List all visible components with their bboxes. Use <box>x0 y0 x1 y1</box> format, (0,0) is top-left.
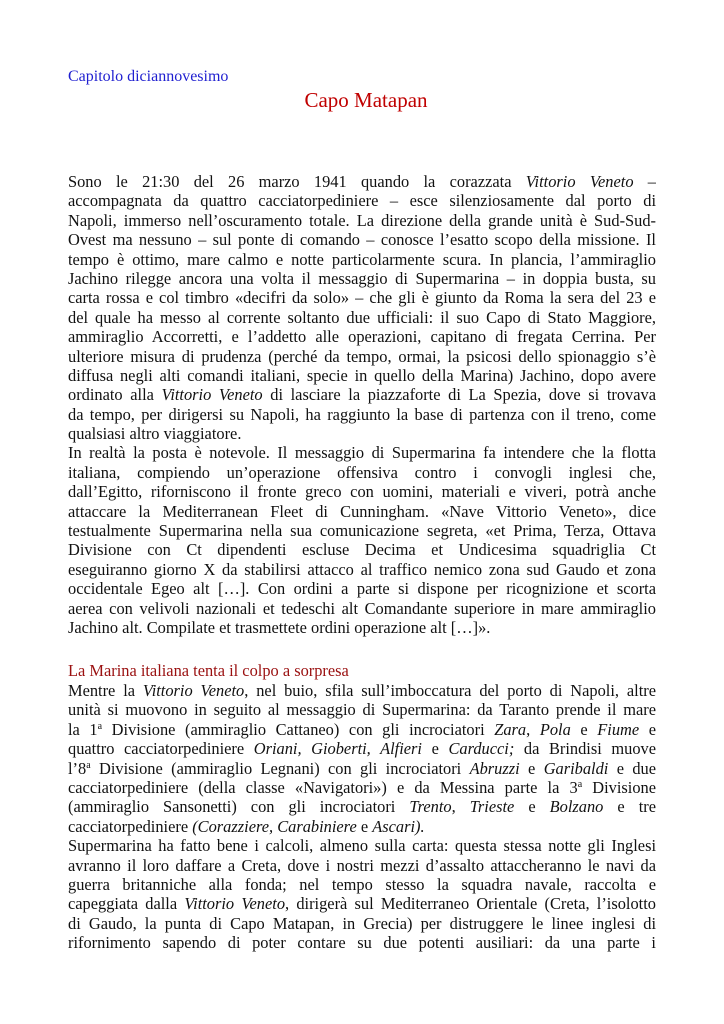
text-run: da tempo, per dirigersi su Napoli, ha raggiunto la base di partenza con il treno, come <box>68 404 656 424</box>
text-line <box>68 405 656 424</box>
superscript-text: a <box>97 720 103 732</box>
italic-text: Vittorio Veneto <box>184 894 286 914</box>
body-text-block-2 <box>68 681 656 952</box>
text-run: – <box>633 172 656 191</box>
text-line <box>68 366 656 385</box>
text-run: Mentre la <box>68 681 143 700</box>
text-run: Supermarina ha fatto bene i calcoli, almeno sulla carta: questa stessa notte gli Inglesi <box>68 836 656 856</box>
text-run: testualmente Supermarina nella sua comunicazione segreta, «et Prima, Terza, Ottava <box>68 521 656 541</box>
text-line <box>68 385 656 404</box>
text-run: qualsiasi altro viaggiatore. <box>68 424 242 444</box>
text-run: guerra britanniche alla fonda; nel tempo stesso la squadra navale, raccolta e <box>68 874 656 894</box>
text-line <box>68 482 656 501</box>
text-line <box>68 540 656 559</box>
italic-text: Vittorio Veneto <box>525 172 634 191</box>
text-line <box>68 191 656 210</box>
italic-text: Trieste <box>469 797 515 817</box>
text-line <box>68 250 656 269</box>
text-run: occidentale Egeo alt […]. Con ordini a parte si dispone per ricognizione et scorta <box>68 579 656 599</box>
text-line <box>68 269 656 288</box>
text-line <box>68 463 656 482</box>
text-run: e <box>421 739 449 759</box>
text-run: accompagnata da quattro cacciatorpediniere – esce silenziosamente dal porto di <box>68 191 656 211</box>
text-line <box>68 211 656 230</box>
text-run: da Brindisi muove <box>514 739 656 759</box>
text-run: , <box>451 797 470 817</box>
text-run: ammiraglio Accorretti, e l’addetto alle operazioni, capitano di fregata Cerrina. Per <box>68 327 656 347</box>
text-line <box>68 856 656 875</box>
section-heading: La Marina italiana tenta il colpo a sorpresa <box>68 661 349 680</box>
text-run: e due <box>608 758 656 778</box>
italic-text: Abruzzi <box>469 758 520 778</box>
italic-text: Trento <box>409 797 452 817</box>
superscript-text: a <box>86 759 91 771</box>
text-line <box>68 172 656 191</box>
italic-text: Carducci; <box>448 739 515 759</box>
text-run: quattro cacciatorpediniere <box>68 739 254 759</box>
text-line <box>68 797 656 816</box>
text-line <box>68 933 656 952</box>
italic-text: (Corazziere, Carabiniere <box>192 816 357 836</box>
text-run: cacciatorpediniere (della classe «Navigatori») e da Messina parte la 3 <box>68 777 578 797</box>
text-line <box>68 720 656 739</box>
text-run: diffusa negli alti comandi italiani, specie in quello della Marina) Jachino, dopo avere <box>68 365 656 385</box>
text-run: , <box>526 719 540 739</box>
text-run: di lasciare la piazzaforte di La Spezia, dove si trovava <box>262 385 656 405</box>
text-run: Divisione con Ct dipendenti escluse Decima et Undicesima squadriglia Ct <box>68 540 656 560</box>
text-run: unità si muovono in seguito al messaggio di Supermarina: da Taranto prende il mare <box>68 700 656 720</box>
text-line <box>68 817 656 836</box>
chapter-title-text: Capo Matapan <box>304 88 428 112</box>
text-run: Napoli, immerso nell’oscuramento totale. La direzione della grande unità è Sud-Sud- <box>68 210 656 230</box>
text-run: Jachino rilegge ancora una volta il messaggio di Supermarina – in doppia busta, su <box>68 268 656 288</box>
text-run: dall’Egitto, riforniscono il fronte greco con uomini, materiali e viveri, potrà anche <box>68 482 656 502</box>
italic-text: Vittorio Veneto <box>161 385 263 405</box>
text-run: cacciatorpediniere <box>68 816 193 836</box>
text-line <box>68 230 656 249</box>
text-run: ulteriore misura di prudenza (perché da tempo, ormai, la psicosi dello spionaggio s’è <box>68 346 656 366</box>
text-line <box>68 875 656 894</box>
text-line <box>68 327 656 346</box>
text-run: e <box>570 719 598 739</box>
text-line <box>68 778 656 797</box>
text-line <box>68 700 656 719</box>
text-run: (ammiraglio Sansonetti) con gli incrociatori <box>68 797 410 817</box>
text-run: tempo è ottimo, mare calmo e notte particolarmente scura. In plancia, l’ammiraglio <box>68 249 656 269</box>
text-run: l’8 <box>68 758 87 778</box>
text-line <box>68 599 656 618</box>
text-run: , nel buio, sfila sull’imboccatura del porto di Napoli, altre <box>244 681 656 700</box>
text-run: la 1 <box>68 719 98 739</box>
text-run: Divisione (ammiraglio Cattaneo) con gli incrociatori <box>102 719 495 739</box>
italic-text: Bolzano <box>549 797 604 817</box>
text-line <box>68 560 656 579</box>
text-line <box>68 739 656 758</box>
text-run: ordinato alla <box>68 385 162 405</box>
italic-text: Zara <box>494 719 527 739</box>
italic-text: Ascari). <box>372 816 425 836</box>
text-run: capeggiata dalla <box>68 894 185 914</box>
text-run: e <box>514 797 550 817</box>
text-line <box>68 759 656 778</box>
text-line <box>68 308 656 327</box>
text-line <box>68 443 656 462</box>
text-run: del quale ha messo al corrente soltanto due ufficiali: il suo Capo di Stato Maggiore, <box>68 307 656 327</box>
text-run: avranno il loro daffare a Creta, dove i nostri mezzi d’assalto attaccheranno le navi da <box>68 855 656 875</box>
text-run: e tre <box>603 797 656 817</box>
text-run: e <box>639 719 656 739</box>
text-line <box>68 914 656 933</box>
italic-text: Oriani, Gioberti, Alfieri <box>253 739 422 759</box>
text-run: eseguiranno giorno X da stabilirsi attacco al traffico nemico zona sud Gaudo et zona <box>68 559 656 579</box>
text-run: Jachino alt. Compilate et trasmettete ordini operazione alt […]». <box>68 617 491 637</box>
italic-text: Vittorio Veneto <box>142 681 245 700</box>
text-line <box>68 836 656 855</box>
text-run: Divisione <box>582 777 656 797</box>
italic-text: Pola <box>539 719 571 739</box>
text-line <box>68 579 656 598</box>
text-line <box>68 424 656 443</box>
text-run: Ovest ma nessuno – sul ponte di comando – conosce l’esatto scopo della missione. Il <box>68 230 656 250</box>
text-line <box>68 894 656 913</box>
text-line <box>68 347 656 366</box>
text-run: aerea con velivoli nazionali et tedeschi alt Comandante superiore in mare ammiraglio <box>68 598 656 618</box>
text-run: italiana, compiendo un’operazione offensiva contro i convogli inglesi che, <box>68 462 656 482</box>
text-run: In realtà la posta è notevole. Il messaggio di Supermarina fa intendere che la flotta <box>68 443 656 463</box>
italic-text: Fiume <box>597 719 640 739</box>
text-run: di Gaudo, la punta di Capo Matapan, in Grecia) per distruggere le linee inglesi di <box>68 913 656 933</box>
text-line <box>68 521 656 540</box>
italic-text: Garibaldi <box>543 758 609 778</box>
text-run: , dirigerà sul Mediterraneo Orientale (Creta, l’isolotto <box>285 894 656 914</box>
text-run: Sono le 21:30 del 26 marzo 1941 quando la corazzata <box>68 172 526 191</box>
text-run: e <box>519 758 544 778</box>
text-run: e <box>356 816 373 836</box>
text-line <box>68 681 656 700</box>
text-run: Divisione (ammiraglio Legnani) con gli incrociatori <box>90 758 470 778</box>
text-line <box>68 618 656 637</box>
text-run: rifornimento sapendo di poter contare su due potenti ausiliari: da una parte i <box>68 933 656 953</box>
chapter-label: Capitolo diciannovesimo <box>68 68 229 85</box>
text-run: attaccare la Mediterranean Fleet di Cunningham. «Nave Vittorio Veneto», dice <box>68 501 656 521</box>
text-line <box>68 502 656 521</box>
text-line <box>68 288 656 307</box>
body-text-block-1 <box>68 172 656 637</box>
text-run: carta rossa e col timbro «decifri da solo» – che gli è giunto da Roma la sera del 23 e <box>68 288 656 308</box>
chapter-title <box>0 88 724 113</box>
superscript-text: a <box>577 778 583 790</box>
